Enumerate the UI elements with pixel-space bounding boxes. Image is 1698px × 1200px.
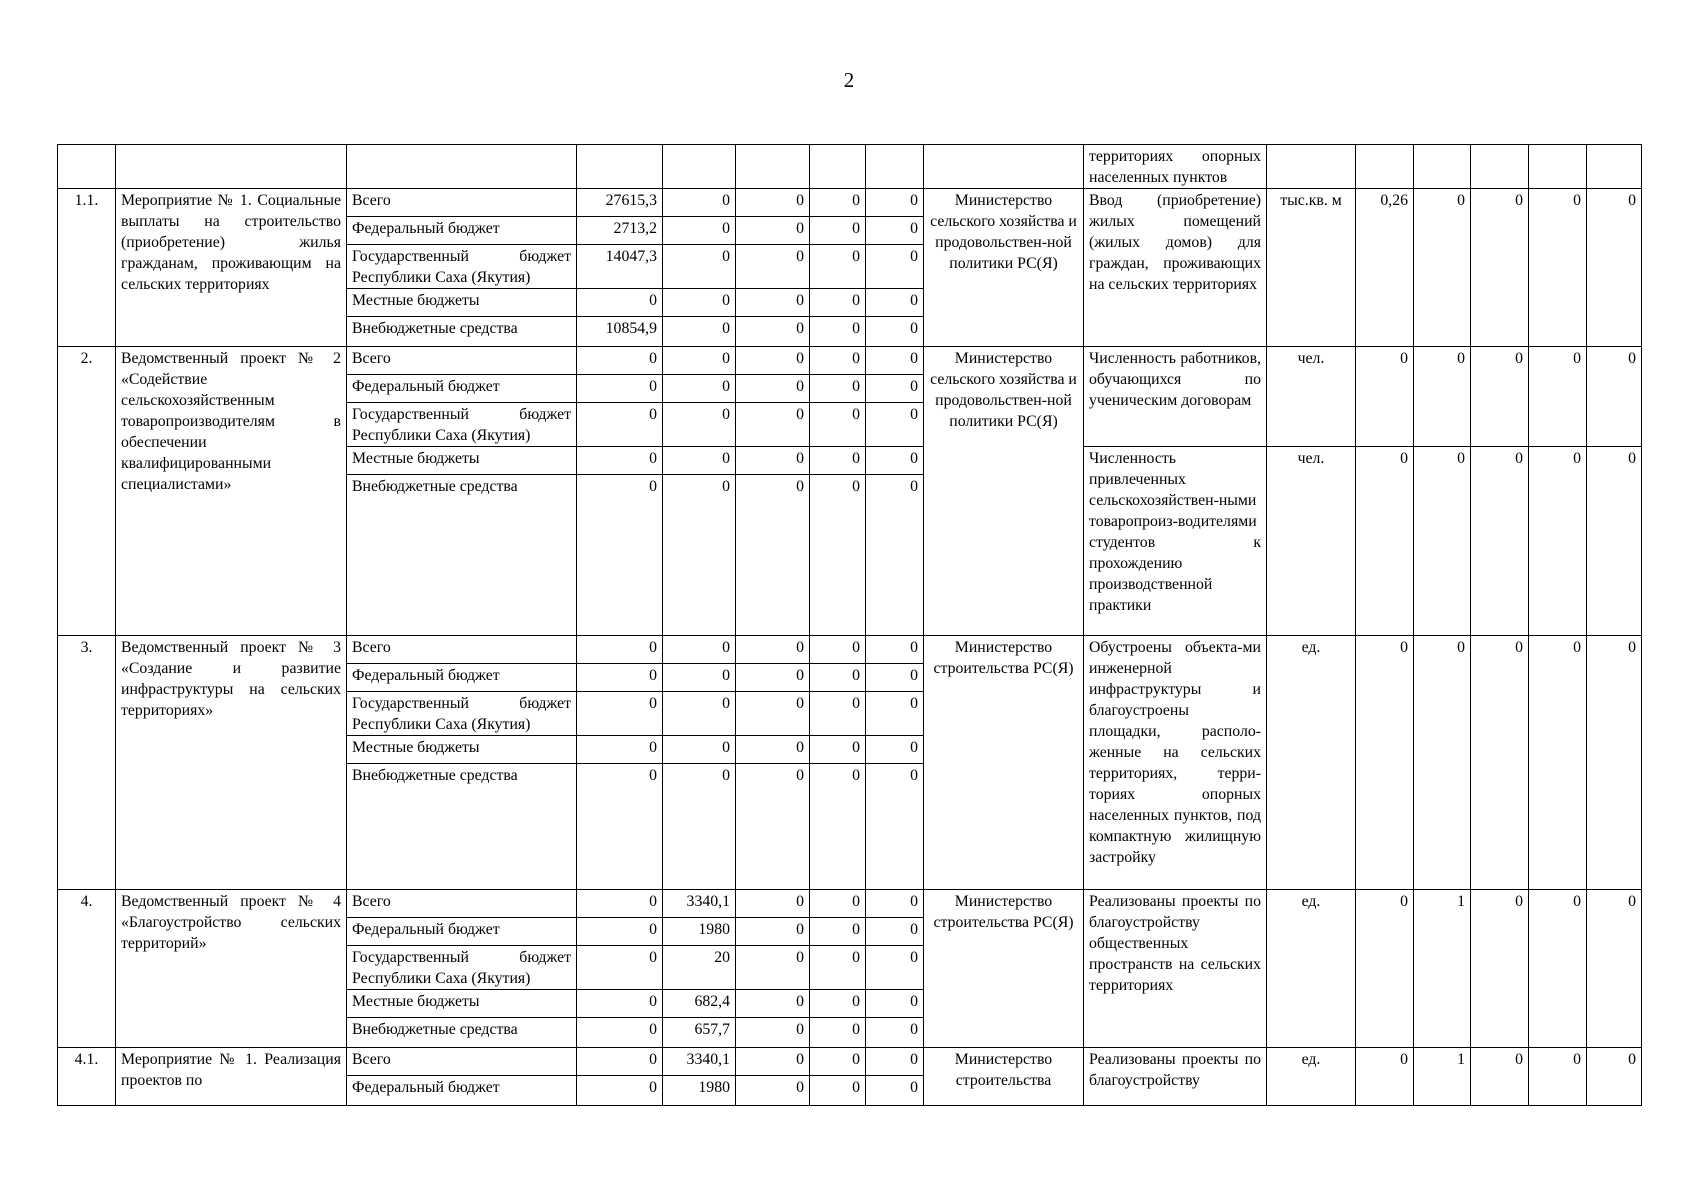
indicator-value: 0 bbox=[1414, 347, 1471, 447]
funding-value: 0 bbox=[810, 289, 866, 317]
funding-value: 0 bbox=[810, 347, 866, 375]
empty-cell bbox=[866, 145, 924, 189]
funding-value: 0 bbox=[663, 692, 736, 736]
funding-value: 0 bbox=[736, 475, 810, 636]
executor: Министерство сельского хозяйства и продовольствен-ной политики РС(Я) bbox=[924, 189, 1084, 347]
funding-source-label: Федеральный бюджет bbox=[347, 664, 577, 692]
empty-cell bbox=[1356, 145, 1414, 189]
funding-value: 0 bbox=[810, 636, 866, 664]
funding-source-label: Федеральный бюджет bbox=[347, 918, 577, 946]
executor: Министерство сельского хозяйства и продовольствен-ной политики РС(Я) bbox=[924, 347, 1084, 636]
funding-value: 0 bbox=[577, 447, 663, 475]
funding-value: 0 bbox=[810, 990, 866, 1018]
funding-value: 0 bbox=[736, 990, 810, 1018]
funding-source-label: Местные бюджеты bbox=[347, 990, 577, 1018]
indicator-value: 0 bbox=[1587, 636, 1642, 890]
funding-value: 0 bbox=[866, 447, 924, 475]
indicator-value: 0 bbox=[1587, 890, 1642, 1048]
empty-cell bbox=[1414, 145, 1471, 189]
empty-cell bbox=[577, 145, 663, 189]
funding-value: 0 bbox=[736, 664, 810, 692]
funding-value: 0 bbox=[663, 289, 736, 317]
funding-value: 0 bbox=[736, 946, 810, 990]
funding-value: 0 bbox=[866, 375, 924, 403]
funding-value: 0 bbox=[577, 1076, 663, 1106]
funding-value: 0 bbox=[810, 664, 866, 692]
funding-value: 0 bbox=[866, 946, 924, 990]
funding-value: 0 bbox=[810, 189, 866, 217]
funding-source-label: Государственный бюджет Республики Саха (Якутия) bbox=[347, 245, 577, 289]
indicator-value: 0 bbox=[1414, 636, 1471, 890]
empty-cell bbox=[347, 145, 577, 189]
funding-value: 0 bbox=[866, 890, 924, 918]
funding-source-label: Внебюджетные средства bbox=[347, 764, 577, 890]
measure-name: Ведомственный проект № 2 «Содействие сельскохозяйственным товаропроизводителям в обеспечении квалифицированными специалистами» bbox=[116, 347, 347, 636]
funding-value: 0 bbox=[810, 764, 866, 890]
funding-value: 14047,3 bbox=[577, 245, 663, 289]
indicator-value: 0 bbox=[1587, 189, 1642, 347]
funding-value: 0 bbox=[577, 918, 663, 946]
funding-source-label: Внебюджетные средства bbox=[347, 1018, 577, 1048]
funding-value: 0 bbox=[577, 890, 663, 918]
funding-value: 0 bbox=[810, 317, 866, 347]
funding-value: 0 bbox=[810, 217, 866, 245]
funding-value: 0 bbox=[810, 890, 866, 918]
funding-value: 0 bbox=[736, 890, 810, 918]
indicator-value: 1 bbox=[1414, 1048, 1471, 1106]
funding-value: 0 bbox=[663, 403, 736, 447]
funding-value: 0 bbox=[663, 375, 736, 403]
funding-value: 0 bbox=[810, 736, 866, 764]
indicator-value: 0 bbox=[1529, 636, 1587, 890]
indicator-value: 0,26 bbox=[1356, 189, 1414, 347]
funding-value: 0 bbox=[736, 447, 810, 475]
indicator-value: 0 bbox=[1356, 447, 1414, 636]
indicator-value: 0 bbox=[1471, 447, 1529, 636]
funding-value: 3340,1 bbox=[663, 890, 736, 918]
indicator-value: 0 bbox=[1471, 1048, 1529, 1106]
indicator-value: 0 bbox=[1414, 189, 1471, 347]
funding-value: 0 bbox=[577, 1048, 663, 1076]
funding-source-label: Федеральный бюджет bbox=[347, 217, 577, 245]
funding-value: 0 bbox=[577, 736, 663, 764]
funding-value: 3340,1 bbox=[663, 1048, 736, 1076]
funding-value: 0 bbox=[736, 1018, 810, 1048]
table-row bbox=[58, 1048, 1642, 1076]
table-row bbox=[58, 347, 1642, 375]
indicator-value: 0 bbox=[1356, 890, 1414, 1048]
funding-source-label: Федеральный бюджет bbox=[347, 1076, 577, 1106]
funding-value: 0 bbox=[736, 245, 810, 289]
indicator-value: 0 bbox=[1471, 890, 1529, 1048]
funding-value: 10854,9 bbox=[577, 317, 663, 347]
program-table bbox=[57, 144, 1642, 1106]
executor: Министерство строительства РС(Я) bbox=[924, 636, 1084, 890]
indicator-name: Обустроены объекта-ми инженерной инфраструктуры и благоустроены площадки, располо-женные на сельских территориях, терри-ториях опорных населенных пунктов, под компактную жилищную застройку bbox=[1084, 636, 1267, 890]
funding-source-label: Местные бюджеты bbox=[347, 289, 577, 317]
executor: Министерство строительства bbox=[924, 1048, 1084, 1106]
indicator-value: 0 bbox=[1587, 447, 1642, 636]
funding-value: 0 bbox=[736, 217, 810, 245]
table-row bbox=[58, 189, 1642, 217]
indicator-unit: ед. bbox=[1267, 1048, 1356, 1106]
funding-value: 0 bbox=[663, 189, 736, 217]
indicator-value: 0 bbox=[1471, 347, 1529, 447]
funding-value: 0 bbox=[866, 245, 924, 289]
indicator-value: 0 bbox=[1529, 347, 1587, 447]
table-row-continuation bbox=[58, 145, 1642, 189]
funding-value: 0 bbox=[866, 289, 924, 317]
funding-value: 0 bbox=[577, 692, 663, 736]
funding-value: 0 bbox=[866, 636, 924, 664]
funding-value: 0 bbox=[736, 636, 810, 664]
funding-value: 0 bbox=[866, 317, 924, 347]
empty-cell bbox=[1267, 145, 1356, 189]
funding-value: 0 bbox=[577, 403, 663, 447]
funding-source-label: Всего bbox=[347, 189, 577, 217]
indicator-value: 0 bbox=[1356, 1048, 1414, 1106]
funding-value: 0 bbox=[736, 317, 810, 347]
indicator-value: 0 bbox=[1356, 636, 1414, 890]
funding-value: 0 bbox=[577, 946, 663, 990]
funding-value: 0 bbox=[736, 1076, 810, 1106]
funding-value: 0 bbox=[577, 375, 663, 403]
indicator-name: Численность работников, обучающихся по ученическим договорам bbox=[1084, 347, 1267, 447]
table-row bbox=[58, 636, 1642, 664]
funding-value: 0 bbox=[866, 736, 924, 764]
table-row bbox=[58, 890, 1642, 918]
funding-value: 0 bbox=[663, 764, 736, 890]
funding-value: 1980 bbox=[663, 1076, 736, 1106]
funding-value: 0 bbox=[663, 636, 736, 664]
indicator-value: 0 bbox=[1471, 189, 1529, 347]
empty-cell bbox=[663, 145, 736, 189]
funding-source-label: Всего bbox=[347, 347, 577, 375]
row-index: 3. bbox=[58, 636, 116, 890]
funding-value: 0 bbox=[810, 403, 866, 447]
funding-value: 0 bbox=[810, 1076, 866, 1106]
indicator-unit: чел. bbox=[1267, 447, 1356, 636]
funding-value: 0 bbox=[663, 736, 736, 764]
funding-value: 0 bbox=[810, 475, 866, 636]
funding-value: 0 bbox=[663, 664, 736, 692]
indicator-name: Численность привлеченных сельскохозяйствен-ными товаропроиз-водителями студентов к прохождению производственной практики bbox=[1084, 447, 1267, 636]
funding-value: 0 bbox=[577, 664, 663, 692]
indicator-value: 0 bbox=[1529, 1048, 1587, 1106]
funding-value: 0 bbox=[736, 764, 810, 890]
funding-value: 0 bbox=[810, 375, 866, 403]
indicator-unit: чел. bbox=[1267, 347, 1356, 447]
funding-value: 1980 bbox=[663, 918, 736, 946]
indicator-unit: тыс.кв. м bbox=[1267, 189, 1356, 347]
empty-cell bbox=[924, 145, 1084, 189]
funding-value: 0 bbox=[663, 245, 736, 289]
empty-cell bbox=[1471, 145, 1529, 189]
indicator-unit: ед. bbox=[1267, 636, 1356, 890]
funding-source-label: Внебюджетные средства bbox=[347, 317, 577, 347]
funding-source-label: Государственный бюджет Республики Саха (Якутия) bbox=[347, 403, 577, 447]
funding-value: 0 bbox=[810, 447, 866, 475]
indicator-name: Реализованы проекты по благоустройству общественных пространств на сельских территориях bbox=[1084, 890, 1267, 1048]
funding-value: 0 bbox=[577, 636, 663, 664]
page-number: 2 bbox=[843, 68, 855, 92]
funding-source-label: Местные бюджеты bbox=[347, 736, 577, 764]
funding-value: 0 bbox=[736, 189, 810, 217]
row-index: 2. bbox=[58, 347, 116, 636]
funding-value: 0 bbox=[577, 990, 663, 1018]
funding-value: 0 bbox=[866, 764, 924, 890]
funding-value: 682,4 bbox=[663, 990, 736, 1018]
funding-value: 0 bbox=[866, 918, 924, 946]
funding-value: 0 bbox=[736, 403, 810, 447]
row-index: 4. bbox=[58, 890, 116, 1048]
funding-value: 0 bbox=[736, 347, 810, 375]
funding-source-label: Всего bbox=[347, 636, 577, 664]
indicator-name: Реализованы проекты по благоустройству bbox=[1084, 1048, 1267, 1106]
empty-cell bbox=[58, 145, 116, 189]
funding-value: 0 bbox=[866, 1048, 924, 1076]
indicator-value: 0 bbox=[1529, 447, 1587, 636]
funding-value: 0 bbox=[736, 736, 810, 764]
measure-name: Ведомственный проект № 3 «Создание и развитие инфраструктуры на сельских территориях» bbox=[116, 636, 347, 890]
empty-cell bbox=[1587, 145, 1642, 189]
indicator-value: 0 bbox=[1356, 347, 1414, 447]
indicator-unit: ед. bbox=[1267, 890, 1356, 1048]
funding-value: 0 bbox=[866, 475, 924, 636]
funding-value: 0 bbox=[866, 347, 924, 375]
empty-cell bbox=[810, 145, 866, 189]
indicator-cell: территориях опорных населенных пунктов bbox=[1084, 145, 1267, 189]
executor: Министерство строительства РС(Я) bbox=[924, 890, 1084, 1048]
funding-value: 0 bbox=[810, 946, 866, 990]
funding-value: 0 bbox=[663, 447, 736, 475]
funding-value: 657,7 bbox=[663, 1018, 736, 1048]
funding-value: 0 bbox=[663, 347, 736, 375]
funding-value: 0 bbox=[577, 1018, 663, 1048]
measure-name: Мероприятие № 1. Социальные выплаты на строительство (приобретение) жилья гражданам, проживающим на сельских территориях bbox=[116, 189, 347, 347]
funding-value: 0 bbox=[810, 245, 866, 289]
measure-name: Мероприятие № 1. Реализация проектов по bbox=[116, 1048, 347, 1106]
funding-value: 0 bbox=[810, 918, 866, 946]
funding-source-label: Государственный бюджет Республики Саха (Якутия) bbox=[347, 946, 577, 990]
funding-value: 0 bbox=[810, 692, 866, 736]
measure-name: Ведомственный проект № 4 «Благоустройство сельских территорий» bbox=[116, 890, 347, 1048]
funding-value: 0 bbox=[736, 375, 810, 403]
indicator-value: 1 bbox=[1414, 890, 1471, 1048]
funding-value: 27615,3 bbox=[577, 189, 663, 217]
funding-value: 0 bbox=[866, 1018, 924, 1048]
funding-value: 20 bbox=[663, 946, 736, 990]
row-index: 4.1. bbox=[58, 1048, 116, 1106]
empty-cell bbox=[736, 145, 810, 189]
indicator-value: 0 bbox=[1587, 1048, 1642, 1106]
indicator-value: 0 bbox=[1529, 189, 1587, 347]
funding-value: 0 bbox=[577, 347, 663, 375]
funding-value: 0 bbox=[810, 1048, 866, 1076]
funding-source-label: Всего bbox=[347, 1048, 577, 1076]
funding-value: 0 bbox=[736, 289, 810, 317]
funding-source-label: Всего bbox=[347, 890, 577, 918]
funding-value: 0 bbox=[736, 918, 810, 946]
indicator-value: 0 bbox=[1529, 890, 1587, 1048]
funding-source-label: Государственный бюджет Республики Саха (Якутия) bbox=[347, 692, 577, 736]
row-index: 1.1. bbox=[58, 189, 116, 347]
funding-value: 0 bbox=[866, 692, 924, 736]
funding-value: 0 bbox=[663, 317, 736, 347]
funding-value: 0 bbox=[663, 217, 736, 245]
funding-value: 0 bbox=[866, 990, 924, 1018]
funding-source-label: Федеральный бюджет bbox=[347, 375, 577, 403]
indicator-value: 0 bbox=[1587, 347, 1642, 447]
funding-value: 0 bbox=[736, 692, 810, 736]
empty-cell bbox=[1529, 145, 1587, 189]
empty-cell bbox=[116, 145, 347, 189]
funding-value: 0 bbox=[577, 475, 663, 636]
indicator-name: Ввод (приобретение) жилых помещений (жилых домов) для граждан, проживающих на сельских территориях bbox=[1084, 189, 1267, 347]
funding-value: 0 bbox=[866, 189, 924, 217]
funding-value: 0 bbox=[577, 289, 663, 317]
funding-value: 0 bbox=[866, 403, 924, 447]
funding-value: 0 bbox=[663, 475, 736, 636]
indicator-value: 0 bbox=[1414, 447, 1471, 636]
funding-value: 0 bbox=[736, 1048, 810, 1076]
funding-value: 0 bbox=[810, 1018, 866, 1048]
funding-value: 0 bbox=[866, 1076, 924, 1106]
funding-value: 0 bbox=[866, 217, 924, 245]
funding-value: 0 bbox=[577, 764, 663, 890]
funding-value: 0 bbox=[866, 664, 924, 692]
indicator-value: 0 bbox=[1471, 636, 1529, 890]
funding-value: 2713,2 bbox=[577, 217, 663, 245]
funding-source-label: Местные бюджеты bbox=[347, 447, 577, 475]
funding-source-label: Внебюджетные средства bbox=[347, 475, 577, 636]
